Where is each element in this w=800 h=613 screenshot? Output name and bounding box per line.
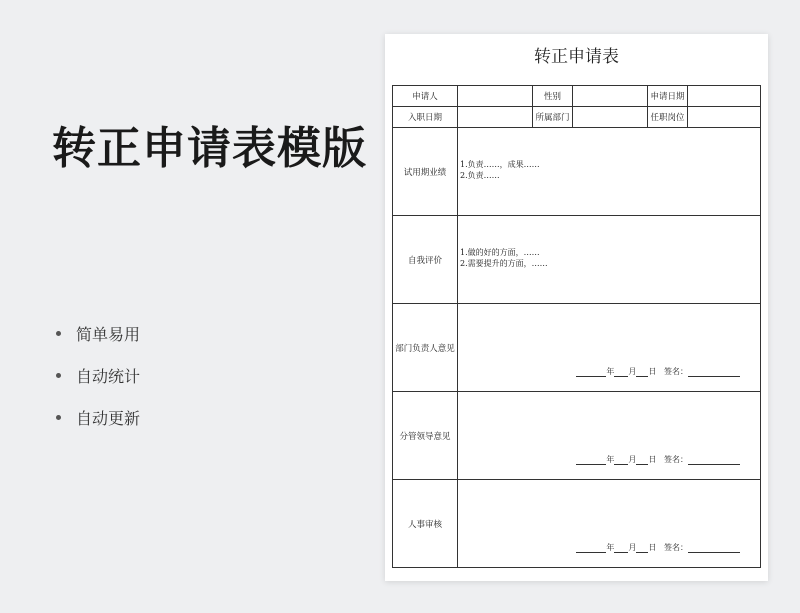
- label-position: 任职岗位: [648, 107, 688, 128]
- table-row: [393, 392, 761, 480]
- table-row: [393, 480, 761, 568]
- feature-item: 自动更新: [56, 396, 140, 438]
- signature-line: 年 月 日 签名：: [576, 454, 740, 465]
- bullet-icon: [56, 331, 61, 336]
- position-field[interactable]: [688, 107, 761, 128]
- probation-performance-field[interactable]: 1.负责……，成果…… 2.负责……: [458, 128, 761, 216]
- signature-line: 年 月 日 签名：: [576, 542, 740, 553]
- dept-head-opinion-field[interactable]: [458, 304, 761, 392]
- form-title: 转正申请表: [534, 47, 619, 67]
- label-self-evaluation: 自我评价: [393, 216, 458, 304]
- table-row: [393, 304, 761, 392]
- apply-date-field[interactable]: [688, 86, 761, 107]
- applicant-field[interactable]: [458, 86, 533, 107]
- label-entry-date: 入职日期: [393, 107, 458, 128]
- label-applicant: 申请人: [393, 86, 458, 107]
- self-evaluation-field[interactable]: 1.做的好的方面，…… 2.需要提升的方面，……: [458, 216, 761, 304]
- label-gender: 性别: [533, 86, 573, 107]
- label-probation-performance: 试用期业绩: [393, 128, 458, 216]
- label-dept-head-opinion: 部门负责人意见: [393, 304, 458, 392]
- table-row: [393, 216, 761, 304]
- gender-field[interactable]: [573, 86, 648, 107]
- form-preview-sheet: [385, 34, 768, 581]
- feature-list: [56, 312, 140, 438]
- bullet-icon: [56, 415, 61, 420]
- table-row: [393, 107, 761, 128]
- entry-date-field[interactable]: [458, 107, 533, 128]
- feature-item: 简单易用: [56, 312, 140, 354]
- page-headline: 转正申请表模版: [52, 123, 367, 174]
- bullet-icon: [56, 373, 61, 378]
- table-row: [393, 86, 761, 107]
- label-department: 所属部门: [533, 107, 573, 128]
- leader-opinion-field[interactable]: [458, 392, 761, 480]
- hr-review-field[interactable]: [458, 480, 761, 568]
- signature-line: 年 月 日 签名：: [576, 366, 740, 377]
- label-leader-opinion: 分管领导意见: [393, 392, 458, 480]
- table-row: [393, 128, 761, 216]
- feature-item: 自动统计: [56, 354, 140, 396]
- label-hr-review: 人事审核: [393, 480, 458, 568]
- application-form-table: [392, 85, 761, 568]
- department-field[interactable]: [573, 107, 648, 128]
- label-apply-date: 申请日期: [648, 86, 688, 107]
